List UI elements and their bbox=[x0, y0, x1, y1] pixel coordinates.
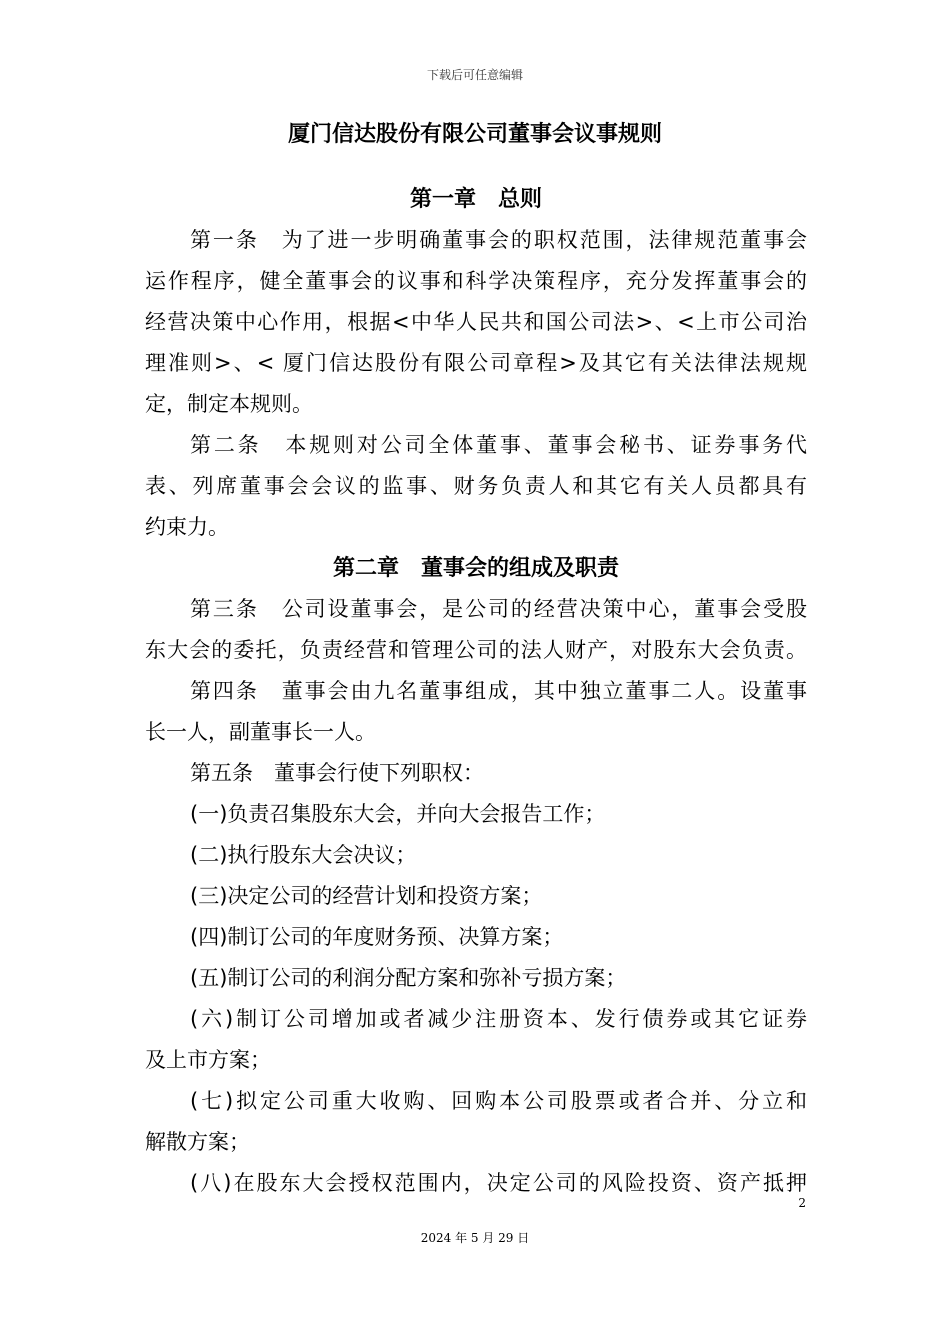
page-number: 2 bbox=[798, 1196, 806, 1210]
article-line: 第三条 公司设董事会，是公司的经营决策中心，董事会受股 bbox=[190, 597, 807, 621]
chapter-heading-1: 第一章 总则 bbox=[409, 187, 542, 212]
list-item: (四)制订公司的年度财务预、决算方案； bbox=[190, 925, 564, 949]
article-line: 长一人，副董事长一人。 bbox=[145, 720, 376, 744]
list-item: (三)决定公司的经营计划和投资方案； bbox=[190, 884, 543, 908]
powers-list bbox=[145, 794, 807, 1204]
article-4 bbox=[145, 671, 807, 753]
list-item: (六)制订公司增加或者减少注册资本、发行债券或其它证券 bbox=[190, 1007, 807, 1031]
list-item: (八)在股东大会授权范围内，决定公司的风险投资、资产抵押 bbox=[190, 1171, 807, 1195]
article-3 bbox=[145, 589, 807, 671]
article-2 bbox=[145, 425, 807, 548]
chapter-heading-2: 第二章 董事会的组成及职责 bbox=[332, 556, 619, 581]
article-line: 约束力。 bbox=[145, 515, 229, 539]
footer-date: 2024 年 5 月 29 日 bbox=[420, 1231, 530, 1245]
article-line: 第二条 本规则对公司全体董事、董事会秘书、证券事务代 bbox=[190, 433, 807, 457]
list-item: (五)制订公司的利润分配方案和弥补亏损方案； bbox=[190, 966, 627, 990]
article-line: 第一条 为了进一步明确董事会的职权范围，法律规范董事会 bbox=[190, 228, 807, 252]
article-line: 第四条 董事会由九名董事组成，其中独立董事二人。设董事 bbox=[190, 679, 807, 703]
article-line: 经营决策中心作用，根据<中华人民共和国公司法>、<上市公司治 bbox=[145, 310, 807, 334]
article-line: 东大会的委托，负责经营和管理公司的法人财产，对股东大会负责。 bbox=[145, 638, 807, 662]
list-item: (二)执行股东大会决议； bbox=[190, 843, 417, 867]
article-line: 定，制定本规则。 bbox=[145, 392, 313, 416]
article-5: 第五条 董事会行使下列职权： bbox=[190, 761, 484, 785]
list-item-continuation: 及上市方案； bbox=[145, 1048, 271, 1072]
document-body bbox=[145, 179, 807, 1204]
document-title: 厦门信达股份有限公司董事会议事规则 bbox=[287, 122, 662, 147]
header-note: 下载后可任意编辑 bbox=[426, 68, 523, 82]
list-item-continuation: 解散方案； bbox=[145, 1130, 250, 1154]
article-line: 表、列席董事会会议的监事、财务负责人和其它有关人员都具有 bbox=[145, 474, 807, 498]
list-item: (七)拟定公司重大收购、回购本公司股票或者合并、分立和 bbox=[190, 1089, 807, 1113]
article-line: 理准则>、< 厦门信达股份有限公司章程>及其它有关法律法规规 bbox=[145, 351, 807, 375]
list-item: (一)负责召集股东大会，并向大会报告工作； bbox=[190, 802, 606, 826]
article-1 bbox=[145, 220, 807, 425]
article-line: 运作程序，健全董事会的议事和科学决策程序，充分发挥董事会的 bbox=[145, 269, 807, 293]
